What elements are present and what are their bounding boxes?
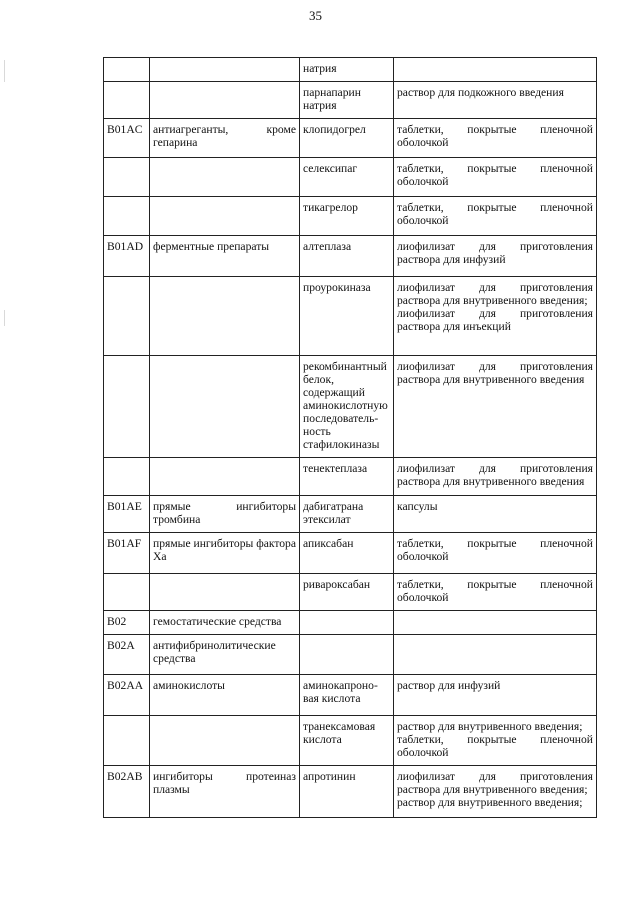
dosage-form-cell	[394, 574, 597, 611]
group-name-cell	[150, 716, 300, 766]
cell-text: проурокиназа	[303, 281, 371, 294]
table-row	[104, 458, 597, 496]
atc-code-cell	[104, 458, 150, 496]
dosage-form-cell	[394, 236, 597, 277]
atc-code-cell	[104, 635, 150, 675]
cell-text: ривароксабан	[303, 578, 371, 591]
dosage-form-cell	[394, 675, 597, 716]
atc-code-cell	[104, 236, 150, 277]
dosage-form-cell	[394, 458, 597, 496]
dosage-form-cell	[394, 277, 597, 356]
cell-text: таблетки, покрытые пленочной оболочкой	[397, 537, 593, 563]
atc-code-cell	[104, 533, 150, 574]
atc-code-cell	[104, 119, 150, 158]
atc-code-cell	[104, 496, 150, 533]
cell-text: лиофилизат для приготовления раствора для внутривенного введения	[397, 360, 593, 386]
cell-text: аминокислоты	[153, 679, 225, 692]
drug-name-cell	[300, 119, 394, 158]
group-name-cell	[150, 496, 300, 533]
drug-name-cell	[300, 716, 394, 766]
dosage-form-cell	[394, 356, 597, 458]
cell-text: клопидогрел	[303, 123, 366, 136]
group-name-cell	[150, 611, 300, 635]
dosage-form-cell	[394, 496, 597, 533]
dosage-form-cell	[394, 82, 597, 119]
cell-text: рекомбинантный белок, содержащий аминокислотную последователь-ность стафилокиназы	[303, 360, 388, 451]
group-name-cell	[150, 574, 300, 611]
atc-code-cell	[104, 766, 150, 818]
cell-text: таблетки, покрытые пленочной оболочкой	[397, 578, 593, 604]
atc-code-cell	[104, 197, 150, 236]
drug-name-cell	[300, 158, 394, 197]
table-row	[104, 197, 597, 236]
cell-text: натрия	[303, 62, 337, 75]
cell-text: B01AC	[107, 123, 143, 136]
table-row	[104, 82, 597, 119]
cell-text: транексамовая кислота	[303, 720, 376, 746]
table-row	[104, 58, 597, 82]
cell-text: B01AD	[107, 240, 144, 253]
cell-text: апиксабан	[303, 537, 354, 550]
table-row	[104, 611, 597, 635]
scan-edge-mark	[4, 60, 5, 82]
cell-text: ферментные препараты	[153, 240, 270, 253]
drug-name-cell	[300, 675, 394, 716]
drug-name-cell	[300, 356, 394, 458]
cell-text: таблетки, покрытые пленочной оболочкой	[397, 123, 593, 149]
cell-text: капсулы	[397, 500, 438, 513]
table-row	[104, 766, 597, 818]
dosage-form-cell	[394, 533, 597, 574]
group-name-cell	[150, 675, 300, 716]
group-name-cell	[150, 458, 300, 496]
group-name-cell	[150, 635, 300, 675]
cell-text: таблетки, покрытые пленочной оболочкой	[397, 201, 593, 227]
atc-code-cell	[104, 675, 150, 716]
cell-text: прямые ингибиторы фактора Ха	[153, 537, 296, 563]
dosage-form-cell	[394, 119, 597, 158]
atc-code-cell	[104, 82, 150, 119]
cell-text: лиофилизат для приготовления раствора для внутривенного введения	[397, 462, 593, 488]
cell-text: B02A	[107, 639, 135, 652]
group-name-cell	[150, 766, 300, 818]
drug-name-cell	[300, 611, 394, 635]
drug-name-cell	[300, 277, 394, 356]
cell-text: тенектеплаза	[303, 462, 368, 475]
dosage-form-cell	[394, 766, 597, 818]
atc-code-cell	[104, 611, 150, 635]
table-row	[104, 533, 597, 574]
cell-text: таблетки, покрытые пленочной оболочкой	[397, 733, 593, 759]
atc-code-cell	[104, 158, 150, 197]
drug-name-cell	[300, 58, 394, 82]
drug-classification-table	[103, 57, 597, 818]
drug-name-cell	[300, 766, 394, 818]
group-name-cell	[150, 158, 300, 197]
drug-name-cell	[300, 574, 394, 611]
cell-text: аминокапроно-вая кислота	[303, 679, 378, 705]
table-row	[104, 675, 597, 716]
atc-code-cell	[104, 356, 150, 458]
cell-text: B02	[107, 615, 127, 628]
dosage-form-cell	[394, 58, 597, 82]
group-name-cell	[150, 236, 300, 277]
group-name-cell	[150, 82, 300, 119]
cell-text: B02AB	[107, 770, 143, 783]
cell-text: лиофилизат для приготовления раствора для внутривенного введения;	[397, 281, 593, 307]
cell-text: таблетки, покрытые пленочной оболочкой	[397, 162, 593, 188]
cell-text: раствор для внутривенного введения;	[397, 796, 583, 809]
cell-text: дабигатрана этексилат	[303, 500, 364, 526]
table-row	[104, 716, 597, 766]
dosage-form-cell	[394, 611, 597, 635]
drug-name-cell	[300, 458, 394, 496]
atc-code-cell	[104, 277, 150, 356]
table-row	[104, 496, 597, 533]
dosage-form-cell	[394, 716, 597, 766]
group-name-cell	[150, 533, 300, 574]
drug-name-cell	[300, 197, 394, 236]
cell-text: раствор для подкожного введения	[397, 86, 564, 99]
cell-text: парнапарин натрия	[303, 86, 361, 112]
page-number: 35	[309, 8, 322, 23]
cell-text: антиагреганты, кроме гепарина	[153, 123, 296, 149]
cell-text: селексипаг	[303, 162, 358, 175]
cell-text: лиофилизат для приготовления раствора для инъекций	[397, 307, 593, 333]
cell-text: B01AF	[107, 537, 142, 550]
cell-text: раствор для инфузий	[397, 679, 501, 692]
cell-text: антифибринолитические средства	[153, 639, 276, 665]
cell-text: алтеплаза	[303, 240, 352, 253]
table-row	[104, 574, 597, 611]
drug-name-cell	[300, 635, 394, 675]
dosage-form-cell	[394, 158, 597, 197]
cell-text: B02AA	[107, 679, 144, 692]
drug-name-cell	[300, 236, 394, 277]
cell-text: раствор для внутривенного введения;	[397, 720, 583, 733]
group-name-cell	[150, 356, 300, 458]
table-row	[104, 277, 597, 356]
table-row	[104, 356, 597, 458]
drug-name-cell	[300, 82, 394, 119]
atc-code-cell	[104, 716, 150, 766]
cell-text: тикагрелор	[303, 201, 358, 214]
table-row	[104, 236, 597, 277]
cell-text: гемостатические средства	[153, 615, 282, 628]
group-name-cell	[150, 277, 300, 356]
cell-text: лиофилизат для приготовления раствора для инфузий	[397, 240, 593, 266]
cell-text: ингибиторы протеиназ плазмы	[153, 770, 296, 796]
group-name-cell	[150, 58, 300, 82]
group-name-cell	[150, 119, 300, 158]
cell-text: прямые ингибиторы тромбина	[153, 500, 296, 526]
drug-name-cell	[300, 496, 394, 533]
atc-code-cell	[104, 574, 150, 611]
dosage-form-cell	[394, 635, 597, 675]
cell-text: лиофилизат для приготовления раствора для внутривенного введения;	[397, 770, 593, 796]
atc-code-cell	[104, 58, 150, 82]
scan-edge-mark	[4, 310, 5, 326]
table-row	[104, 635, 597, 675]
dosage-form-cell	[394, 197, 597, 236]
drug-name-cell	[300, 533, 394, 574]
cell-text: апротинин	[303, 770, 356, 783]
table-row	[104, 158, 597, 197]
cell-text: B01AE	[107, 500, 142, 513]
table-row	[104, 119, 597, 158]
table-body	[104, 58, 597, 818]
group-name-cell	[150, 197, 300, 236]
